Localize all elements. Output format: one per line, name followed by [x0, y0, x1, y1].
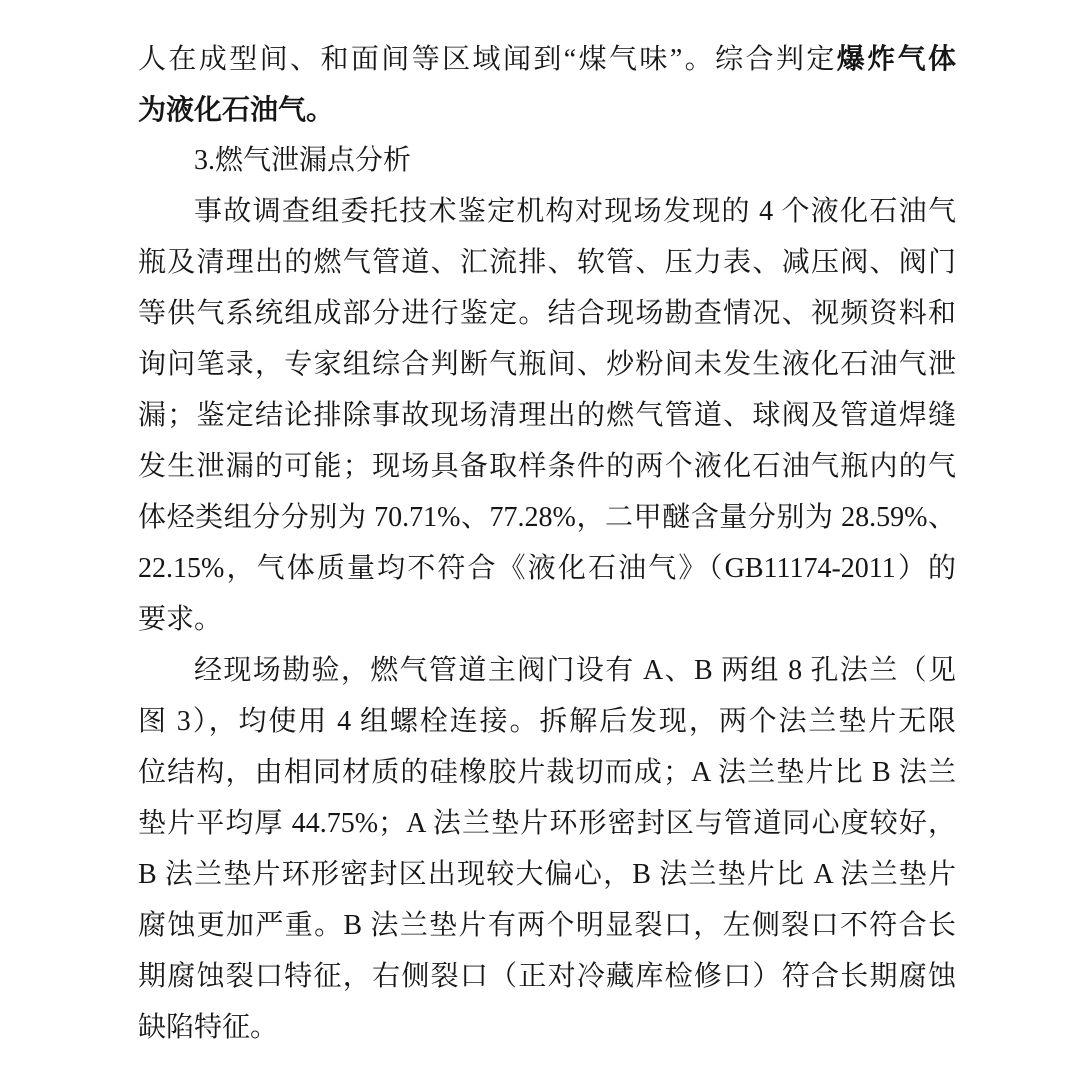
text-line: 腐蚀更加严重。B 法兰垫片有两个明显裂口，左侧裂口不符合长 — [138, 910, 956, 941]
text-line: 体烃类组分分别为 70.71%、77.28%，二甲醚含量分别为 28.59%、 — [138, 502, 956, 533]
text-line: 询问笔录，专家组综合判断气瓶间、炒粉间未发生液化石油气泄 — [138, 349, 956, 380]
body-text: 人在成型间、和面间等区域闻到“煤气味”。综合判定 — [138, 44, 837, 75]
text-line: 缺陷特征。 — [138, 1012, 279, 1043]
text-line: 垫片平均厚 44.75%；A 法兰垫片环形密封区与管道同心度较好， — [138, 808, 956, 839]
text-line — [138, 84, 956, 135]
text-line: 发生泄漏的可能；现场具备取样条件的两个液化石油气瓶内的气 — [138, 451, 956, 482]
text-line — [138, 33, 956, 84]
text-line: 漏；鉴定结论排除事故现场清理出的燃气管道、球阀及管道焊缝 — [138, 400, 956, 431]
text-line: 位结构，由相同材质的硅橡胶片裁切而成；A 法兰垫片比 B 法兰 — [138, 757, 956, 788]
text-line: 期腐蚀裂口特征，右侧裂口（正对冷藏库检修口）符合长期腐蚀 — [138, 961, 956, 992]
text-line: 瓶及清理出的燃气管道、汇流排、软管、压力表、减压阀、阀门 — [138, 247, 956, 278]
text-line: 等供气系统组成部分进行鉴定。结合现场勘查情况、视频资料和 — [138, 298, 956, 329]
bold-emphasis-text: 为液化石油气。 — [138, 93, 335, 126]
text-line: 图 3），均使用 4 组螺栓连接。拆解后发现，两个法兰垫片无限 — [138, 706, 956, 737]
text-line: 事故调查组委托技术鉴定机构对现场发现的 4 个液化石油气 — [194, 196, 956, 227]
document-text-block — [138, 33, 956, 1053]
text-line: 经现场勘验，燃气管道主阀门设有 A、B 两组 8 孔法兰（见 — [194, 655, 956, 686]
text-line: B 法兰垫片环形密封区出现较大偏心，B 法兰垫片比 A 法兰垫片 — [138, 859, 956, 890]
text-line: 要求。 — [138, 604, 223, 635]
bold-emphasis-text: 爆炸气体 — [836, 42, 956, 75]
section-heading: 3.燃气泄漏点分析 — [194, 145, 412, 176]
text-line: 22.15%，气体质量均不符合《液化石油气》（GB11174-2011）的 — [138, 553, 956, 584]
